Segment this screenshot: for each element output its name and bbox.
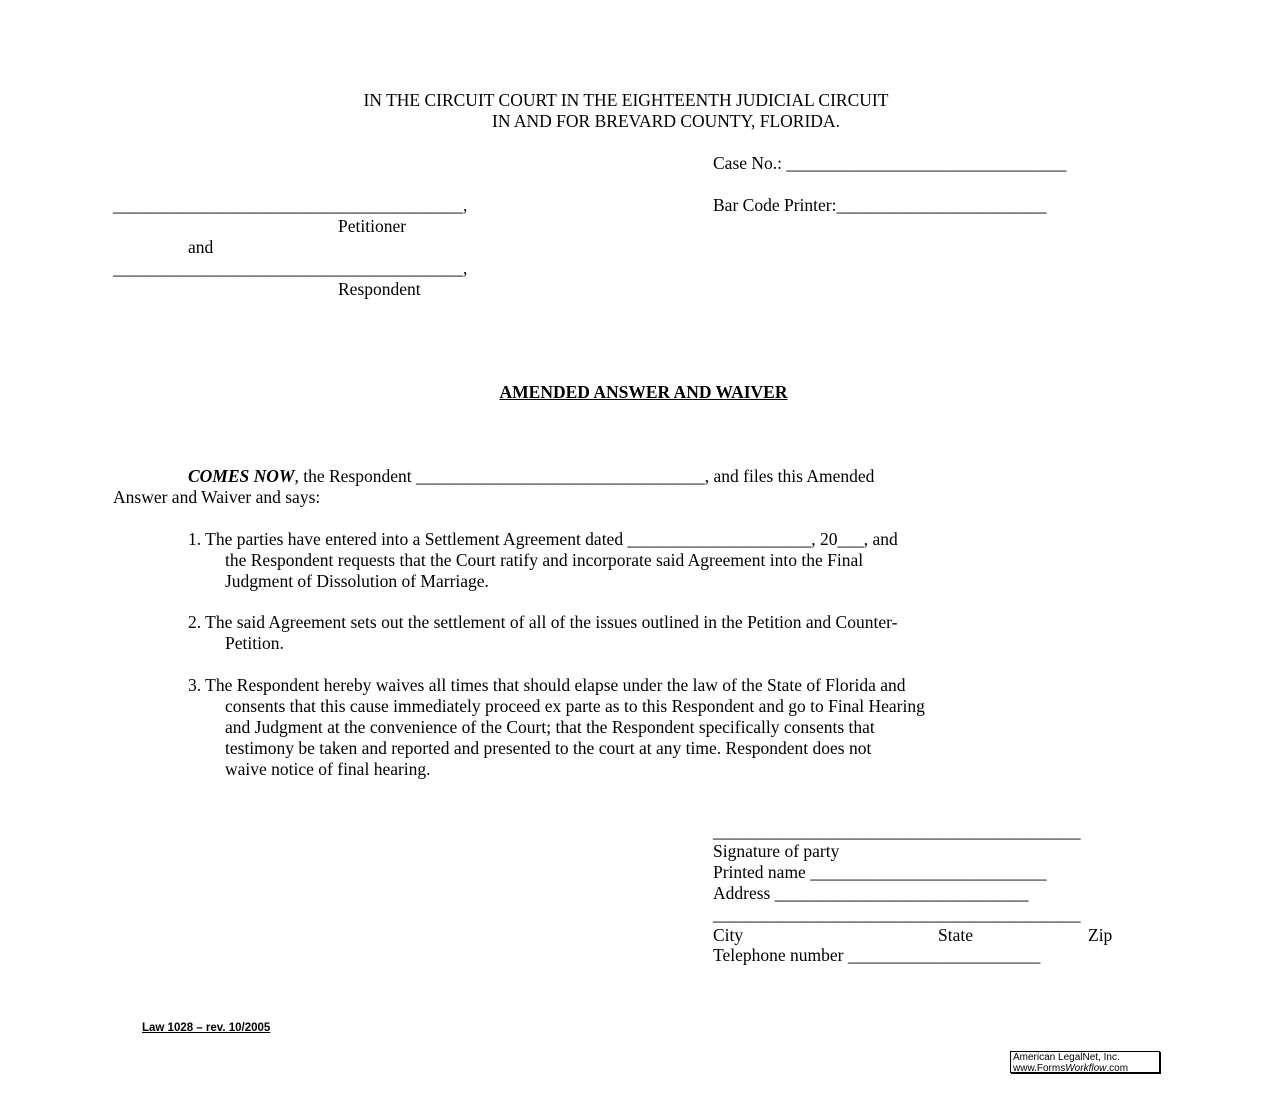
item-3-line1: 3. The Respondent hereby waives all times that should elapse under the law of the State of Florida and <box>188 675 906 695</box>
item-3-line4: testimony be taken and reported and presented to the court at any time. Respondent does not <box>225 738 872 758</box>
bar-code-printer-field[interactable]: Bar Code Printer:________________________ <box>713 195 1047 215</box>
stamp-line1: American LegalNet, Inc. <box>1013 1052 1120 1063</box>
signature-label: Signature of party <box>713 841 840 861</box>
respondent-name-field[interactable]: ________________________________________, <box>113 258 468 278</box>
stamp-line2: www.FormsWorkflow.com <box>1013 1062 1129 1074</box>
court-heading-line2: IN AND FOR BREVARD COUNTY, FLORIDA. <box>492 111 840 131</box>
item-3 <box>188 675 925 780</box>
form-code: Law 1028 – rev. 10/2005 <box>142 1022 271 1034</box>
city-label: City <box>713 925 744 945</box>
item-1-line3: Judgment of Dissolution of Marriage. <box>225 571 489 591</box>
petitioner-name-field[interactable]: ________________________________________, <box>113 195 468 215</box>
document-title: AMENDED ANSWER AND WAIVER <box>499 382 788 402</box>
item-2 <box>188 612 897 654</box>
item-1-line1: 1. The parties have entered into a Settlement Agreement dated _____________________, 20___, and <box>188 529 898 549</box>
case-number-field[interactable]: Case No.: ________________________________ <box>713 153 1067 173</box>
petitioner-label: Petitioner <box>338 216 407 236</box>
item-3-line5: waive notice of final hearing. <box>225 759 431 779</box>
respondent-label: Respondent <box>338 279 421 299</box>
address-field[interactable]: Address _____________________________ <box>713 883 1029 903</box>
item-2-line2: Petition. <box>225 633 284 653</box>
intro-line1-text: , the Respondent _________________________________, and files this Amended <box>294 466 875 486</box>
telephone-field[interactable]: Telephone number ______________________ <box>713 945 1041 965</box>
state-label: State <box>938 925 973 945</box>
signature-line[interactable]: __________________________________________ <box>713 821 1081 841</box>
item-3-line2: consents that this cause immediately proceed ex parte as to this Respondent and go to Final Hearing <box>225 696 925 716</box>
and-label: and <box>188 237 214 257</box>
comes-now-phrase: COMES NOW <box>188 466 295 486</box>
address-line2-field[interactable]: __________________________________________ <box>713 904 1081 924</box>
court-heading-line1: IN THE CIRCUIT COURT IN THE EIGHTEENTH JUDICIAL CIRCUIT <box>363 90 889 110</box>
intro-line1 <box>188 466 874 487</box>
intro-line2: Answer and Waiver and says: <box>113 487 321 507</box>
item-3-line3: and Judgment at the convenience of the Court; that the Respondent specifically consents that <box>225 717 875 737</box>
item-1 <box>188 529 898 592</box>
printed-name-field[interactable]: Printed name ___________________________ <box>713 862 1047 882</box>
item-1-line2: the Respondent requests that the Court ratify and incorporate said Agreement into the Final <box>225 550 864 570</box>
publisher-stamp <box>1010 1051 1160 1073</box>
item-2-line1: 2. The said Agreement sets out the settlement of all of the issues outlined in the Petition and Counter- <box>188 612 898 632</box>
zip-label: Zip <box>1088 925 1113 945</box>
